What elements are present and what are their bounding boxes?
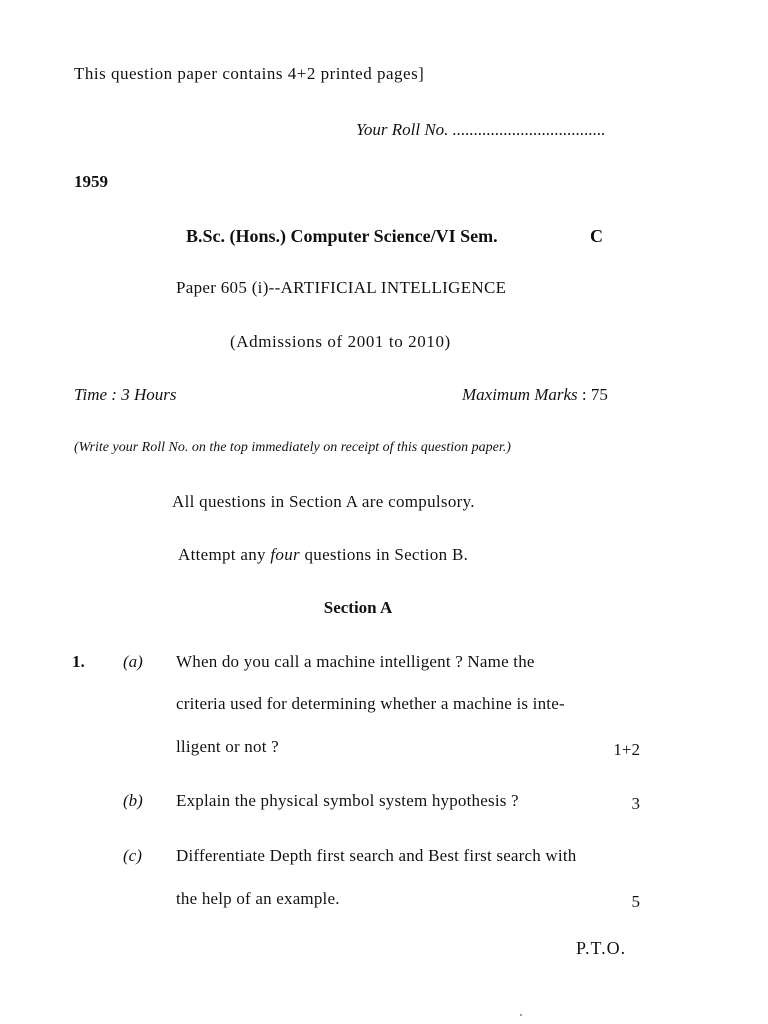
question-number: 1.: [72, 652, 85, 671]
attempt-instruction: [178, 545, 468, 565]
part-b-label: (b): [123, 791, 143, 810]
compulsory-instruction: All questions in Section A are compulsory.: [172, 492, 475, 511]
part-a-marks: 1+2: [613, 740, 640, 759]
admissions-note: (Admissions of 2001 to 2010): [230, 332, 451, 351]
course-title: B.Sc. (Hons.) Computer Science/VI Sem.: [186, 226, 498, 246]
attempt-count: four: [270, 545, 300, 564]
part-c-marks: 5: [631, 892, 640, 911]
section-title: Section A: [323, 598, 393, 617]
roll-instruction: (Write your Roll No. on the top immediately on receipt of this question paper.): [74, 440, 511, 455]
roll-number-line: Your Roll No. ....................................: [356, 120, 606, 139]
part-b-marks: 3: [631, 794, 640, 813]
page-count-note: This question paper contains 4+2 printed pages]: [74, 64, 425, 83]
attempt-prefix: Attempt any: [178, 545, 271, 564]
part-c-label: (c): [123, 846, 142, 865]
part-b-line: Explain the physical symbol system hypothesis ?: [176, 791, 519, 810]
part-a-line-2: criteria used for determining whether a machine is inte-: [176, 694, 565, 713]
part-c-line-2: the help of an example.: [176, 889, 340, 908]
max-marks-value: : 75: [577, 385, 608, 404]
please-turn-over: P.T.O.: [576, 938, 627, 958]
part-c-line-1: Differentiate Depth first search and Best first search with: [176, 846, 577, 865]
part-a-label: (a): [123, 652, 143, 671]
part-a-line-1: When do you call a machine intelligent ? Name the: [176, 652, 535, 671]
paper-title: Paper 605 (i)--ARTIFICIAL INTELLIGENCE: [176, 278, 507, 297]
part-a-line-3: lligent or not ?: [176, 737, 279, 756]
max-marks-label: Maximum Marks: [462, 385, 578, 404]
section-heading: [0, 598, 768, 618]
max-marks: [462, 385, 608, 405]
paper-code: 1959: [74, 172, 108, 191]
scan-speck: [520, 1014, 522, 1016]
set-letter: C: [590, 226, 603, 246]
attempt-suffix: questions in Section B.: [299, 545, 469, 564]
exam-time: Time : 3 Hours: [74, 385, 177, 404]
